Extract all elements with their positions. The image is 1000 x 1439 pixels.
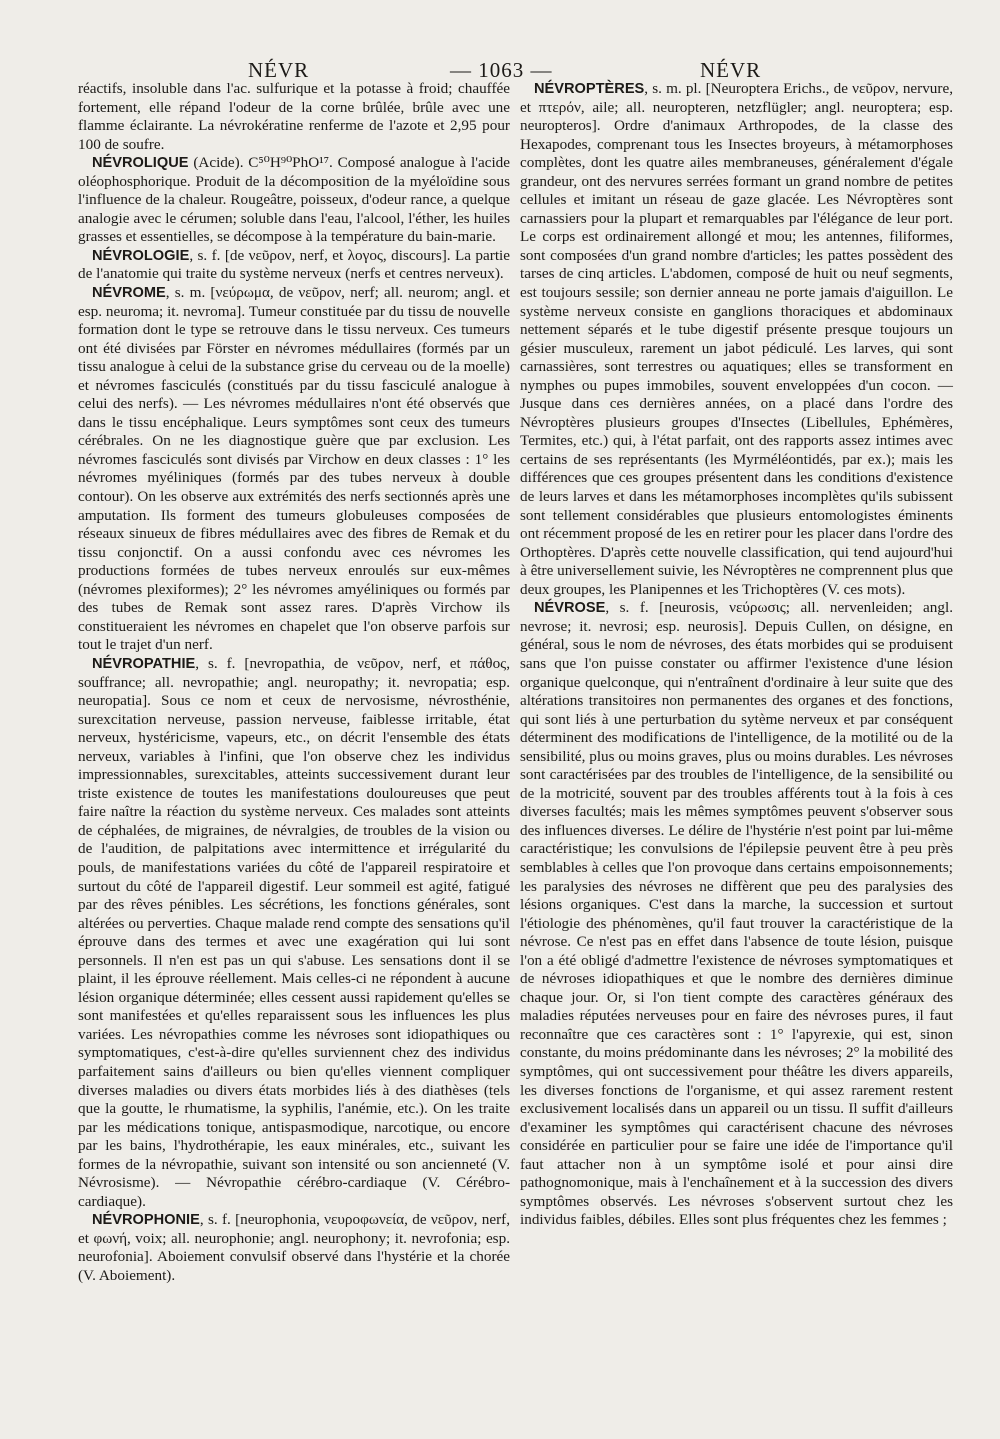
- headword: NÉVROLIQUE: [92, 155, 189, 172]
- entry-body: (Acide). C⁵⁰H⁹⁰PhO¹⁷. Composé analogue à l'acide oléophosphorique. Produit de la décomposition de la myéloïdine sous l'influence de la chaleur. Rougeâtre, poisseux, d'odeur rance, a quelque analogie avec le cérumen; soluble dans l'eau, l'alcool, l'éther, les huiles grasses et essentielles, se décompose à la température du bain-marie.: [78, 154, 510, 246]
- header-right-guide-word: NÉVR: [700, 58, 762, 82]
- headword: NÉVROME: [92, 285, 166, 302]
- headword: NÉVROSE: [534, 600, 606, 617]
- entry-body: , s. f. [de νεῦρον, nerf, et λογος, discours]. La partie de l'anatomie qui traite du système nerveux (nerfs et centres nerveux).: [78, 246, 510, 283]
- entry-nevropathie: [78, 655, 510, 1211]
- entry-nevrophonie: [78, 1211, 510, 1285]
- page-number: — 1063 —: [450, 58, 553, 82]
- entry-body: , s. f. [nevropathia, de νεῦρον, nerf, et πάθος, souffrance; all. nevropathie; angl. neuropathy; it. nevropatia; esp. neuropatia]. Sous ce nom et ceux de nervosisme, névrosthénie, surexcitation nerveuse, passion nerveuse, faiblesse irritable, état nerveux, hystéricisme, vapeurs, etc., on décrit l'ensemble des états nerveux, variables à l'infini, que l'on observe chez les individus impressionnables, surexcitables, atteints successivement durant leur triste existence de toutes les manifestations douloureuses que peut faire naître la réaction du système nerveux. Ces malades sont atteints de céphalées, de migraines, de névralgies, de troubles de la vision ou de l'audition, de palpitations avec intermittence et irrégularité du pouls, de manifestations variées du côté de l'appareil respiratoire et surtout du côté de l'appareil digestif. Leur sommeil est agité, fatigué par des rêves pénibles. Les sécrétions, les fonctions générales, sont altérées ou perverties. Chaque malade rend compte des sensations qu'il éprouve dans des termes et avec une exagération qui lui sont personnels. Il n'en est pas un qui s'abuse. Les sensations dont il se plaint, il les éprouve réellement. Mais celles-ci ne répondent à aucune lésion organique déterminée; elles cessent aussi rapidement qu'elles se sont manifestées et qu'elles reparaissent sous les influences les plus variées. Les névropathies comme les névroses sont idiopathiques ou symptomatiques, c'est-à-dire qu'elles surviennent chez des individus parfaitement sains d'ailleurs ou bien qu'elles viennent compliquer diverses maladies ou divers états morbides liés à des diathèses (tels que la goutte, le rhumatisme, la syphilis, l'anémie, etc.). On les traite par les médications tonique, antispasmodique, narcotique, ou encore par les bains, l'hydrothérapie, les eaux minérales, etc., suivant les formes de la névropathie, suivant son intensité ou son ancienneté (V. Névrosisme). — Névropathie cérébro-cardiaque (V. Cérébro-cardiaque).: [78, 654, 510, 1210]
- header-left-guide-word: NÉVR: [248, 58, 310, 82]
- headword: NÉVROPTÈRES: [534, 81, 645, 97]
- entry-body: réactifs, insoluble dans l'ac. sulfurique et la potasse à froid; chauffée fortement, elle répand l'odeur de la corne brûlée, brûle avec une flamme éclairante. La névrokératine renferme de l'azote et 2,95 pour 100 de soufre.: [78, 80, 510, 153]
- entry-nevrome: [78, 284, 510, 655]
- entry-continuation: [78, 80, 510, 154]
- entry-nevrologie: [78, 247, 510, 284]
- entry-body: , s. m. pl. [Neuroptera Erichs., de νεῦρον, nervure, et πτερόν, aile; all. neuropteren, netzflügler; angl. neuroptera; esp. neuropteros]. Ordre d'animaux Arthropodes, de la classe des Hexapodes, comprenant tous les Insectes broyeurs, à métamorphoses complètes, dont les quatre ailes membraneuses, généralement d'égale grandeur, ont des nervures serrées formant un grand nombre de petites cellules et imitant un réseau de gaze glacée. Les Névroptères sont carnassiers pour la plupart et remarquables par l'élégance de leur port. Le corps est ordinairement allongé et mou; les antennes, filiformes, sont composées d'un grand nombre d'articles; les pattes possèdent des tarses de cinq articles. L'abdomen, composé de huit ou neuf segments, est toujours sessile; son dernier anneau ne porte jamais d'aiguillon. Le système nerveux consiste en ganglions thoraciques et abdominaux nettement séparés et le tube digestif présente presque toujours un gésier musculeux, rarement un jabot pédiculé. Les larves, qui sont carnassières, sont terrestres ou aquatiques; elles se transforment en nymphes ou pupes immobiles, souvent enveloppées d'un cocon. — Jusque dans ces dernières années, on a placé dans l'ordre des Névroptères plusieurs groupes d'Insectes (Libellules, Ephémères, Termites, etc.) qui, à l'état parfait, ont des rapports assez intimes avec certains de ses représentants (les Myrméléontidés, par ex.); mais les différences que ces groupes présentent dans les conditions d'existence de leurs larves et dans les métamorphoses incomplètes qu'ils subissent sont tellement considérables que plusieurs entomologistes éminents ont récemment proposé de les en retirer pour les placer dans l'ordre des Orthoptères. D'après cette nouvelle classification, qui tend aujourd'hui à être universellement suivie, les Névroptères ne comprennent plus que deux groupes, les Planipennes et les Trichoptères (V. ces mots).: [520, 80, 953, 598]
- headword: NÉVROPATHIE: [92, 655, 196, 672]
- entry-nevrolique: [78, 154, 510, 247]
- left-column: [78, 80, 510, 1286]
- entry-nevrose: [520, 599, 953, 1230]
- entry-body: , s. m. [νεύρωμα, de νεῦρον, nerf; all. neurom; angl. et esp. neuroma; it. nevroma]. Tumeur constituée par du tissu de nouvelle formation dont le type se retrouve dans le tissu nerveux. Ces tumeurs ont été divisées par Förster en névromes médullaires (formés par un tissu analogue à celui de la substance grise du cerveau ou de la moelle) et névromes fasciculés (constitués par du tissu fasciculé analogue à celui des nerfs). — Les névromes médullaires n'ont été observés que dans le tissu encéphalique. Leurs symptômes sont ceux des tumeurs cérébrales. On ne les diagnostique guère que par exclusion. Les névromes fasciculés sont divisés par Virchow en deux classes : 1° les névromes myéliniques (formés par des tubes nerveux à double contour). On les observe aux extrémités des nerfs sectionnés après une amputation. Ils forment des tumeurs globuleuses composées de réseaux sinueux de fibres médullaires avec des fibres de Remak et du tissu conjonctif. On a aussi confondu avec ces névromes les productions formées de tubes nerveux enroulés sur eux-mêmes (névromes plexiformes); 2° les névromes amyéliniques ou formés par des tubes de Remak sont assez rares. D'après Virchow ils constitueraient les névromes en chapelet que l'on observe parfois sur tout le trajet d'un nerf.: [78, 284, 510, 654]
- entry-nevropteres: [520, 80, 953, 599]
- entry-body: , s. f. [neurophonia, νευροφωνεία, de νεῦρον, nerf, et φωνή, voix; all. neurophonie; angl. neurophony; it. nevrofonia; esp. neurofonia]. Aboiement convulsif observé dans l'hystérie et la chorée (V. Aboiement).: [78, 1211, 510, 1284]
- right-column: [520, 80, 953, 1230]
- headword: NÉVROPHONIE: [92, 1212, 200, 1229]
- headword: NÉVROLOGIE: [92, 247, 190, 264]
- entry-body: , s. f. [neurosis, νεύρωσις; all. nervenleiden; angl. nevrose; it. nevrosi; esp. neurosis]. Depuis Cullen, on désigne, en général, sous le nom de névroses, des états morbides qui se produisent sans que l'on puisse constater ou affirmer l'existence d'une lésion organique quelconque, qui n'entraînent d'ordinaire à leur suite que des altérations transitoires non permanentes des organes et des fonctions, qui sont liés à une perturbation du sytème nerveux et par conséquent déterminent des modifications de l'intelligence, de la motilité ou de la sensibilité, plus ou moins graves, plus ou moins durables. Les névroses sont caractérisées par des troubles de l'intelligence, de la sensibilité ou de la motricité, souvent par des troubles afférents tout à la fois à ces diverses facultés; mais les mêmes symptômes peuvent s'observer sous des influences diverses. Le délire de l'hystérie n'est point par lui-même caractéristique; les convulsions de l'épilepsie peuvent être à peu près semblables à celles que l'on provoque dans certains empoisonnements; les paralysies des névroses ne diffèrent que peu des paralysies des lésions organiques. C'est dans la marche, la succession et surtout l'étiologie des phénomènes, qu'il faut trouver la caractéristique de la névrose. Ce n'est pas en effet dans l'absence de toute lésion, puisque l'on a été obligé d'admettre l'existence de névroses symptomatiques et de névroses idiopathiques et que le nombre des dernières diminue chaque jour. Or, si l'on tient compte des caractères généraux des maladies réputées nerveuses pour en faire des névroses pures, il faut reconnaître que ces caractères sont : 1° l'apyrexie, qui est, sinon constante, du moins prédominante dans les névroses; 2° la mobilité des symptômes, qui ont successivement pour théâtre les divers appareils, les diverses fonctions de l'organisme, et qui assez rarement restent exclusivement localisés dans un appareil ou un tissu. Il suffit d'ailleurs d'examiner les symptômes qui caractérisent chacune des névroses considérée en particulier pour se faire une idée de l'importance qu'il faut attacher non à un symptôme isolé et pour ainsi dire pathognomonique, mais à l'enchaînement et à la succession des divers symptômes observés. Les névroses s'observent surtout chez les individus faibles, débiles. Elles sont plus fréquentes chez les femmes ;: [520, 599, 953, 1229]
